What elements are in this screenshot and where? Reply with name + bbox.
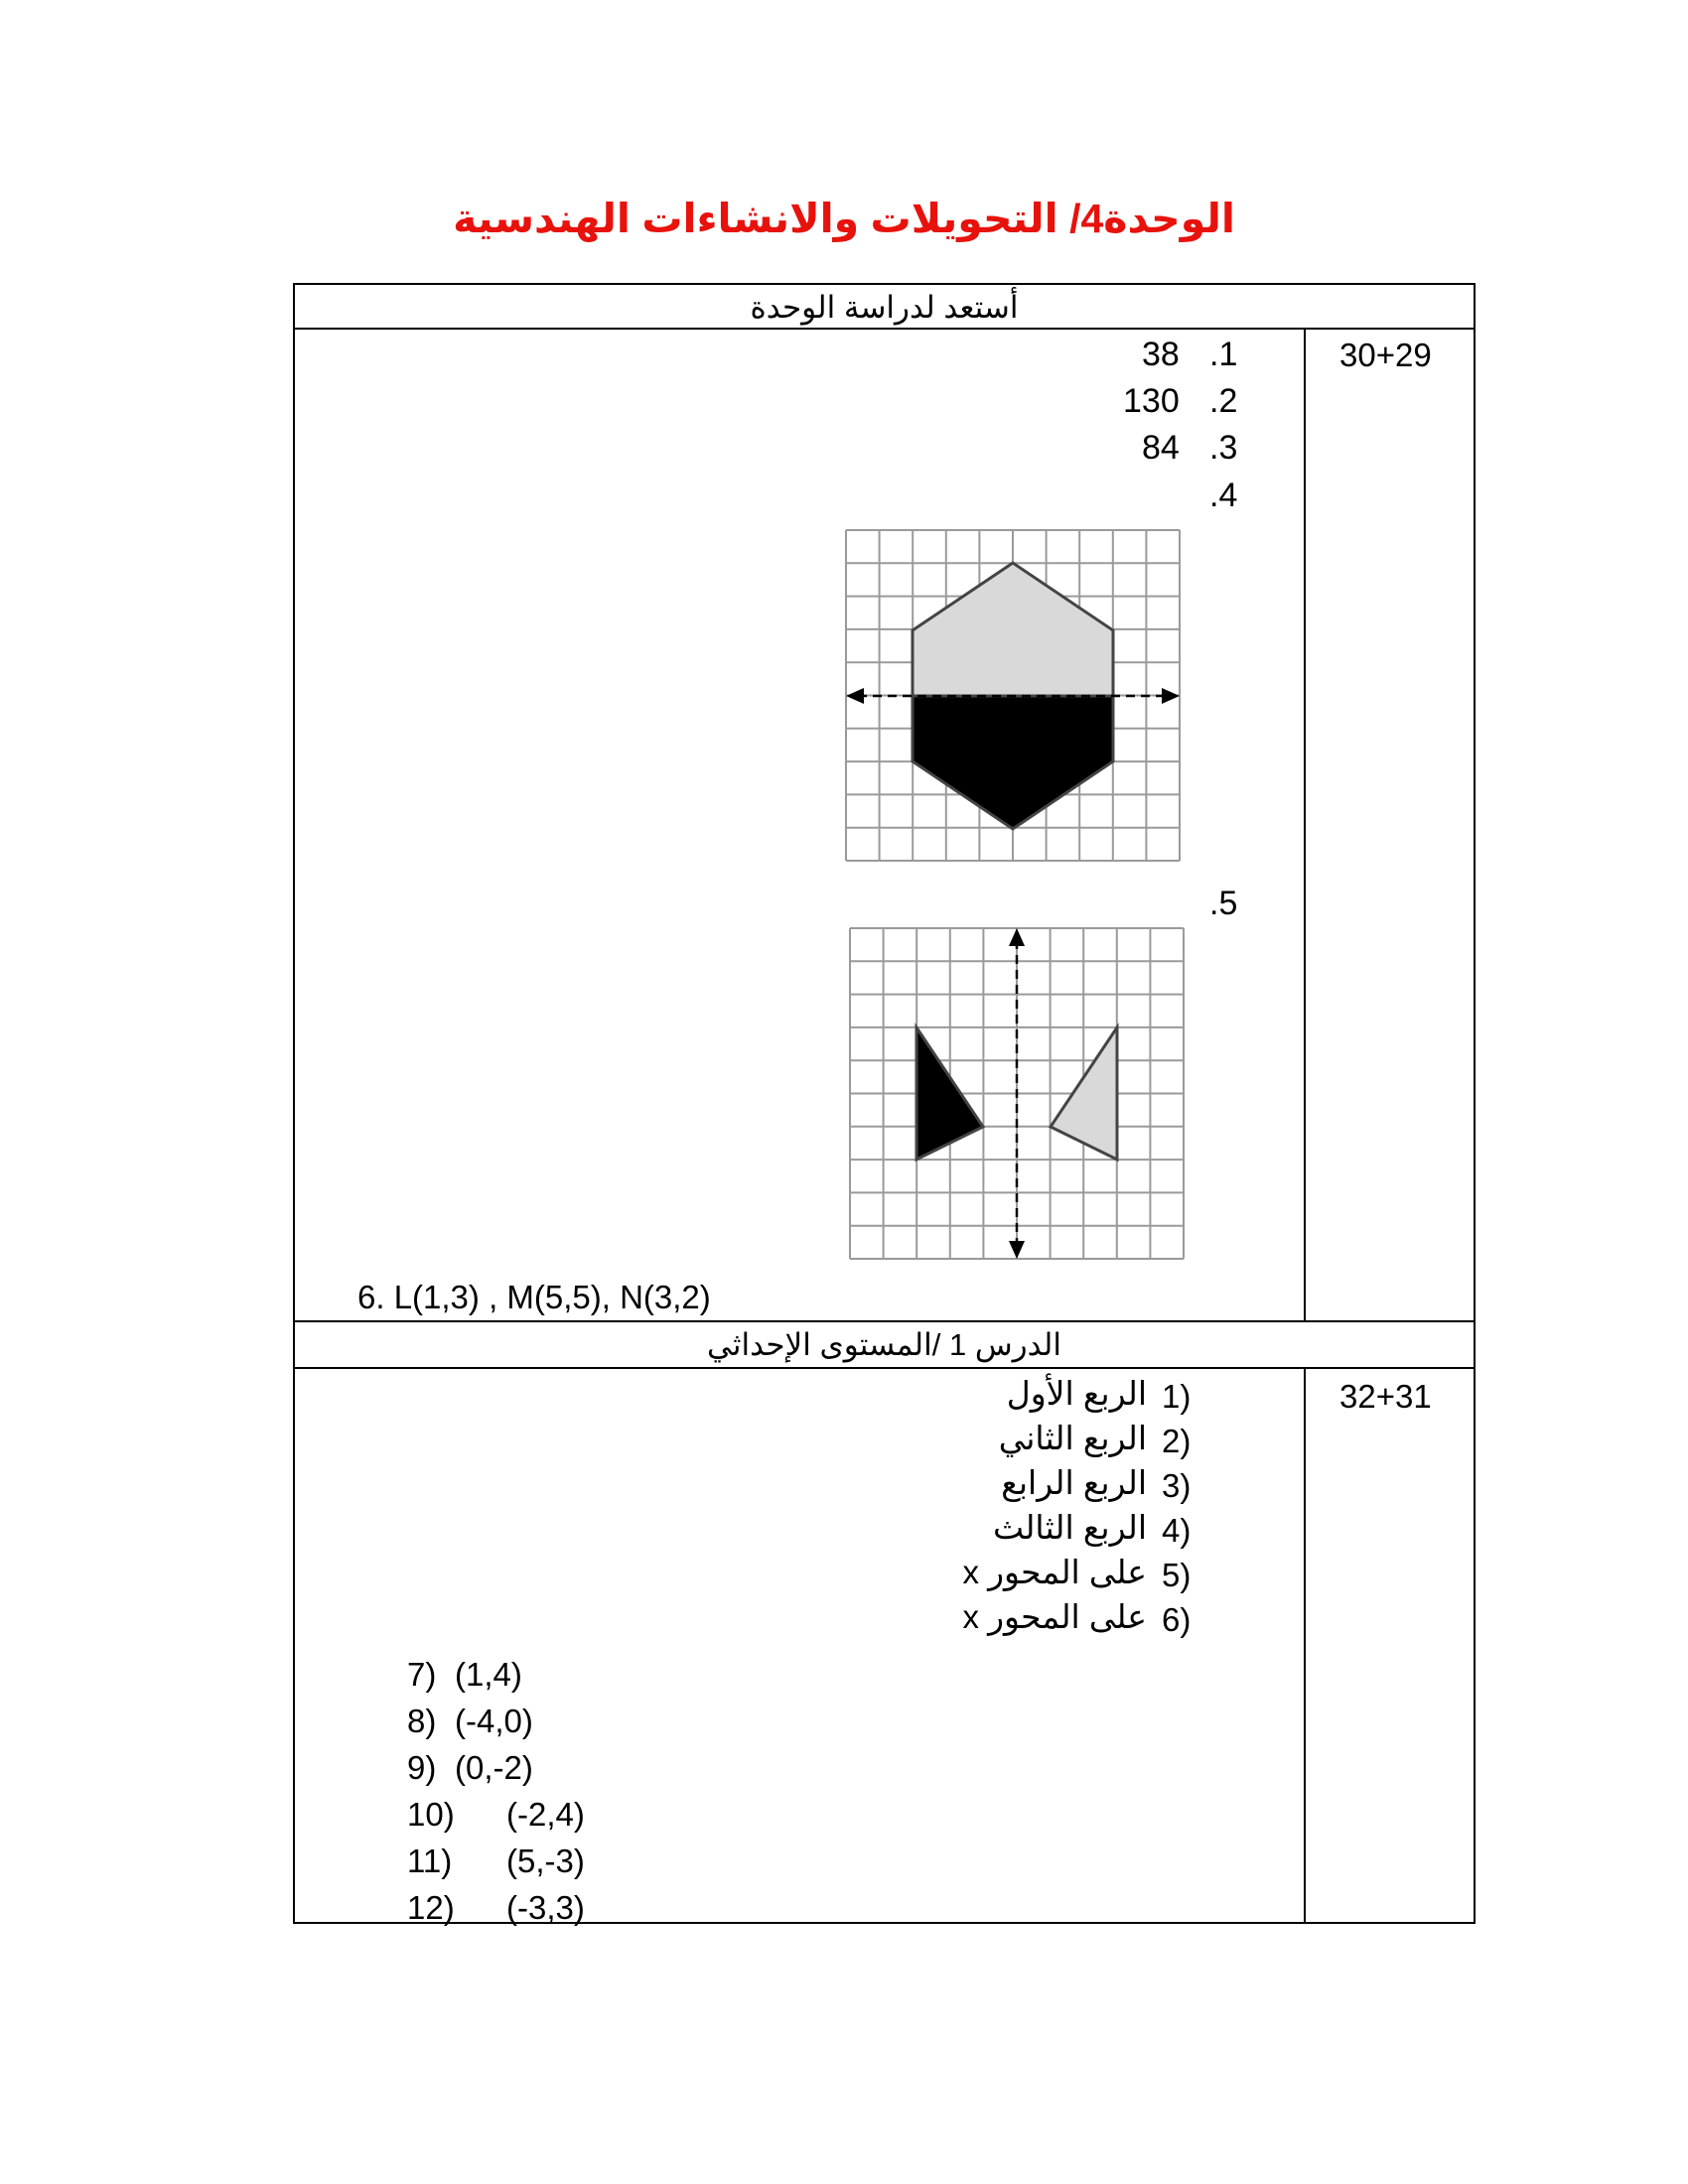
pages-label-1: 30+29: [1339, 337, 1432, 373]
section-header-prepare: أستعد لدراسة الوحدة: [750, 290, 1019, 325]
list-item-text: الربع الثالث: [992, 1509, 1147, 1546]
list-item-text: الربع الأول: [1006, 1375, 1147, 1412]
list-item-number: 7): [407, 1656, 437, 1693]
list-item-number: 3): [1162, 1467, 1192, 1504]
arrow-right-icon: [1162, 688, 1180, 704]
hexagon-lower-half: [913, 696, 1113, 829]
list-item-number: 12): [407, 1889, 455, 1926]
arrow-left-icon: [846, 688, 864, 704]
list-item-text: (-3,3): [506, 1889, 585, 1926]
item-answer-2: 130: [1123, 382, 1180, 420]
list-item-text: (-4,0): [455, 1703, 533, 1739]
item-6-coordinates: 6. L(1,3) , M(5,5), N(3,2): [357, 1279, 711, 1315]
list-item-number: 5): [1162, 1557, 1192, 1593]
list-item-text: (-2,4): [506, 1796, 585, 1833]
item-number-3: .3: [1209, 429, 1238, 467]
item-number-4: .4: [1209, 477, 1238, 514]
hexagon-upper-half: [913, 563, 1113, 696]
item-answer-1: 38: [1142, 336, 1180, 373]
list-item-number: 6): [1162, 1601, 1192, 1638]
list-item-number: 1): [1162, 1378, 1192, 1415]
list-item-text: (1,4): [455, 1656, 522, 1693]
item-number-5: .5: [1209, 885, 1238, 922]
list-item-text: الربع الثاني: [998, 1420, 1147, 1456]
list-item-number: 11): [407, 1843, 453, 1879]
unit-title: الوحدة4/ التحويلات والانشاءات الهندسية: [453, 196, 1235, 241]
arrow-up-icon: [1009, 928, 1025, 946]
item-answer-3: 84: [1142, 429, 1180, 467]
arrow-down-icon: [1009, 1241, 1025, 1259]
list-item-text: (5,-3): [506, 1843, 585, 1879]
list-item-number: 9): [407, 1749, 437, 1786]
list-item-number: 10): [407, 1796, 455, 1833]
list-item-text: الربع الرابع: [1001, 1464, 1147, 1501]
triangle-reflection-figure: [848, 926, 1186, 1261]
list-item-number: 2): [1162, 1423, 1192, 1459]
list-item-number: 4): [1162, 1512, 1192, 1549]
list-item-text: على المحور x: [962, 1554, 1147, 1590]
section-header-lesson-1: الدرس 1 /المستوى الإحداثي: [707, 1327, 1061, 1362]
list-item-text: على المحور x: [962, 1598, 1147, 1635]
item-number-1: .1: [1209, 336, 1238, 373]
list-item-text: (0,-2): [455, 1749, 533, 1786]
item-number-2: .2: [1209, 382, 1238, 420]
list-item-number: 8): [407, 1703, 437, 1739]
pages-label-2: 32+31: [1339, 1378, 1432, 1415]
hexagon-reflection-figure: [844, 528, 1182, 863]
